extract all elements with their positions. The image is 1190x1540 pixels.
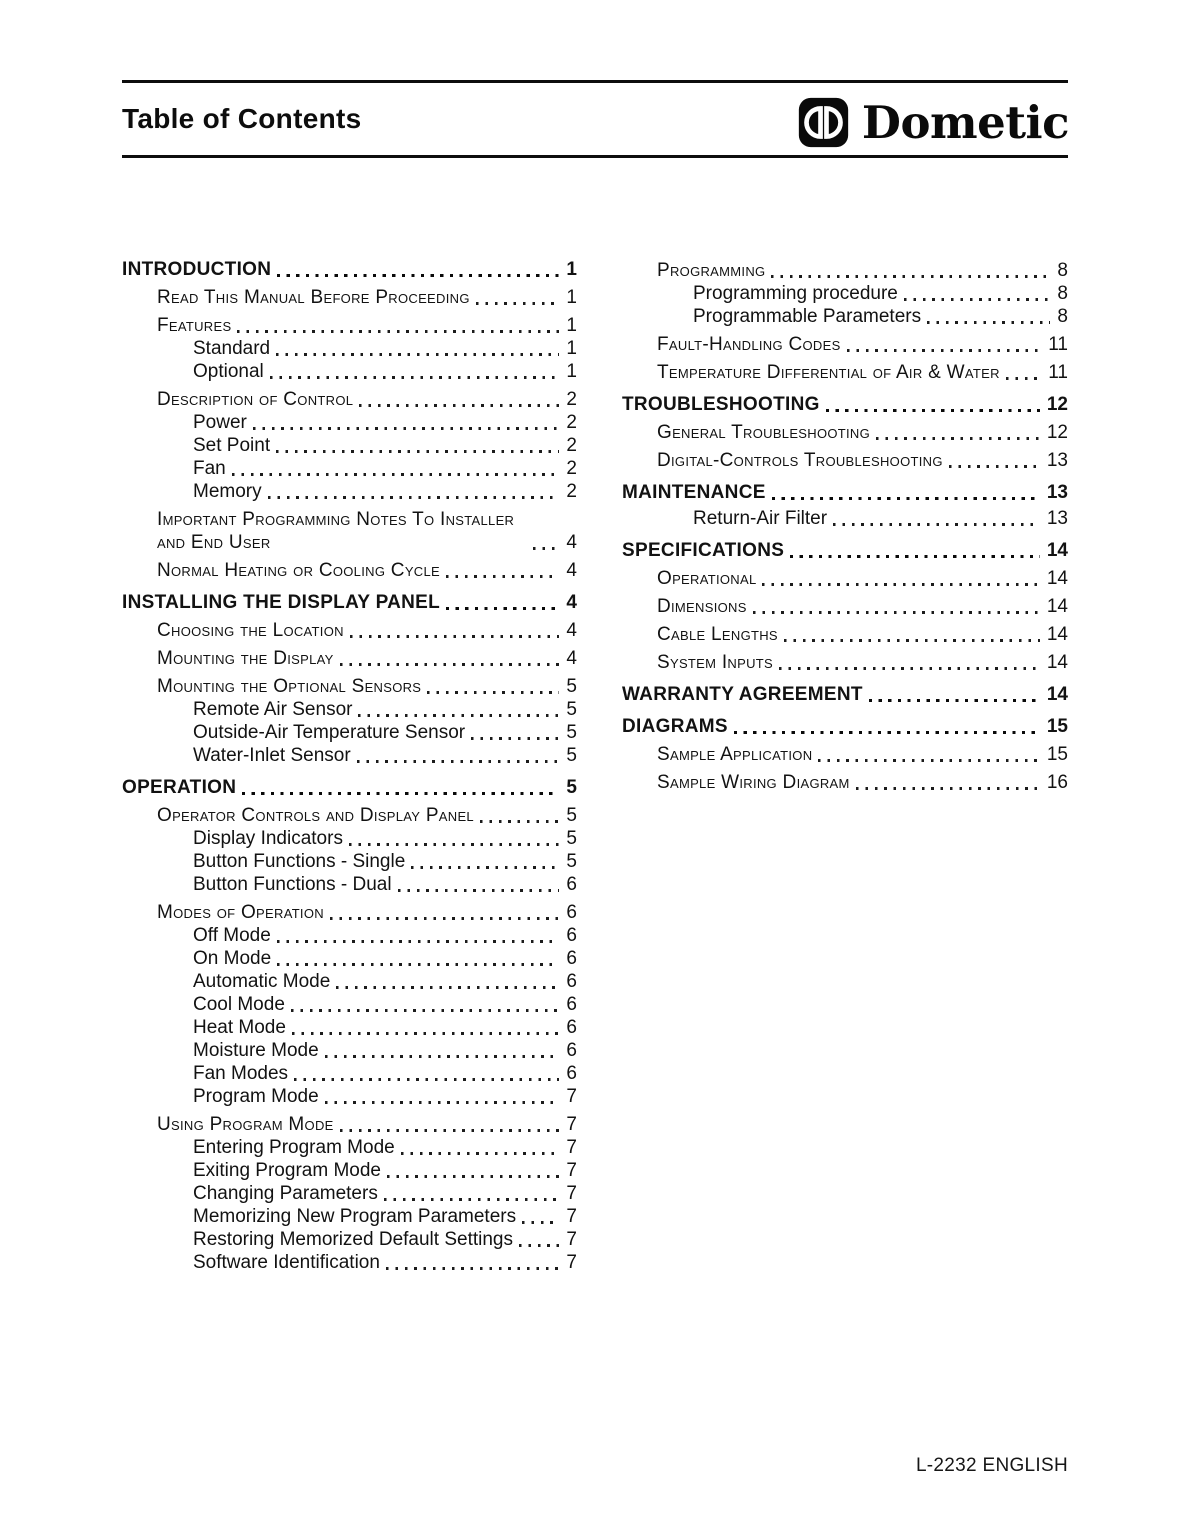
toc-entry-page: 15 xyxy=(1046,744,1068,765)
toc-entry-page: 13 xyxy=(1046,450,1068,471)
toc-dot-leader xyxy=(876,437,1040,440)
toc-entry-label: Temperature Differential of Air & Water xyxy=(657,362,1000,383)
toc-entry xyxy=(122,619,577,642)
toc-entry xyxy=(122,744,577,767)
toc-entry xyxy=(622,623,1068,646)
toc-entry xyxy=(622,507,1068,530)
toc-entry xyxy=(122,434,577,457)
toc-entry xyxy=(122,827,577,850)
toc-dot-leader xyxy=(359,404,559,407)
toc-dot-leader xyxy=(277,963,559,966)
toc-entry xyxy=(622,333,1068,356)
toc-entry xyxy=(622,305,1068,328)
toc-entry xyxy=(622,743,1068,766)
toc-entry-page: 6 xyxy=(566,1063,577,1084)
toc-dot-leader xyxy=(277,274,559,277)
toc-entry-page: 7 xyxy=(566,1114,577,1135)
toc-entry-label: Cool Mode xyxy=(193,994,285,1015)
toc-left-column xyxy=(122,249,577,1274)
toc-entry-page: 4 xyxy=(566,532,577,553)
toc-entry xyxy=(122,901,577,924)
toc-entry xyxy=(122,1136,577,1159)
toc-entry-label: Using Program Mode xyxy=(157,1114,334,1135)
toc-entry xyxy=(122,1205,577,1228)
toc-entry xyxy=(122,1251,577,1274)
toc-entry-page: 6 xyxy=(566,1040,577,1061)
toc-entry xyxy=(622,539,1068,562)
toc-entry xyxy=(122,1039,577,1062)
toc-entry-label: Fan xyxy=(193,458,226,479)
toc-entry-page: 4 xyxy=(566,648,577,669)
toc-entry-page: 6 xyxy=(566,874,577,895)
toc-entry-label: SPECIFICATIONS xyxy=(622,540,785,561)
toc-entry-page: 5 xyxy=(566,851,577,872)
toc-dot-leader xyxy=(294,1078,559,1081)
toc-dot-leader xyxy=(350,635,560,638)
toc-entry-label: Dimensions xyxy=(657,596,747,617)
toc-entry xyxy=(122,698,577,721)
toc-entry xyxy=(122,559,577,582)
toc-entry-label: Button Functions - Dual xyxy=(193,874,392,895)
toc-entry xyxy=(122,776,577,799)
toc-entry-page: 1 xyxy=(566,287,577,308)
toc-entry xyxy=(122,675,577,698)
brand-wordmark: Dometic xyxy=(861,95,1069,149)
toc-entry-page: 7 xyxy=(566,1160,577,1181)
toc-entry xyxy=(122,947,577,970)
toc-dot-leader xyxy=(762,583,1039,586)
toc-entry-label: Exiting Program Mode xyxy=(193,1160,381,1181)
toc-entry-page: 8 xyxy=(1057,260,1068,281)
toc-entry xyxy=(622,393,1068,416)
toc-dot-leader xyxy=(291,1009,560,1012)
toc-entry-label: Memory xyxy=(193,481,262,502)
toc-entry-page: 5 xyxy=(566,777,577,798)
toc-dot-leader xyxy=(847,349,1042,352)
toc-entry-page: 2 xyxy=(566,435,577,456)
toc-entry-page: 7 xyxy=(566,1183,577,1204)
toc-entry-page: 4 xyxy=(566,620,577,641)
toc-entry-page: 1 xyxy=(566,361,577,382)
toc-dot-leader xyxy=(276,450,559,453)
toc-dot-leader xyxy=(237,330,559,333)
toc-entry xyxy=(122,337,577,360)
toc-dot-leader xyxy=(772,497,1040,500)
toc-dot-leader xyxy=(242,792,559,795)
toc-entry-label: Outside-Air Temperature Sensor xyxy=(193,722,466,743)
toc-entry xyxy=(122,1085,577,1108)
toc-entry-page: 5 xyxy=(566,699,577,720)
toc-entry-label: Water-Inlet Sensor xyxy=(193,745,351,766)
toc-dot-leader xyxy=(386,1267,559,1270)
toc-entry-page: 2 xyxy=(566,389,577,410)
toc-dot-leader xyxy=(330,917,559,920)
toc-entry-label: Modes of Operation xyxy=(157,902,324,923)
toc-entry xyxy=(622,259,1068,282)
toc-dot-leader xyxy=(471,737,559,740)
toc-entry-page: 11 xyxy=(1048,362,1068,383)
toc-entry-page: 6 xyxy=(566,1017,577,1038)
toc-entry-page: 14 xyxy=(1046,568,1068,589)
toc-entry-page: 7 xyxy=(566,1206,577,1227)
header-rule-bottom xyxy=(122,155,1068,158)
toc-dot-leader xyxy=(949,465,1040,468)
toc-dot-leader xyxy=(771,275,1050,278)
toc-entry-label: Mounting the Display xyxy=(157,648,334,669)
toc-entry-label: Automatic Mode xyxy=(193,971,331,992)
toc-dot-leader xyxy=(833,523,1040,526)
toc-entry-page: 7 xyxy=(566,1229,577,1250)
toc-entry-page: 6 xyxy=(566,971,577,992)
toc-entry-label: Software Identification xyxy=(193,1252,380,1273)
toc-entry xyxy=(622,481,1068,504)
toc-entry-label: Remote Air Sensor xyxy=(193,699,353,720)
toc-dot-leader xyxy=(480,820,559,823)
toc-entry xyxy=(122,1228,577,1251)
toc-entry-label: Description of Control xyxy=(157,389,354,410)
toc-dot-leader xyxy=(232,473,560,476)
toc-entry xyxy=(622,651,1068,674)
toc-entry xyxy=(122,1159,577,1182)
toc-entry-page: 4 xyxy=(566,560,577,581)
toc-entry-label: Program Mode xyxy=(193,1086,319,1107)
toc-entry-page: 6 xyxy=(566,994,577,1015)
toc-entry xyxy=(122,411,577,434)
toc-entry-page: 5 xyxy=(566,828,577,849)
toc-entry xyxy=(122,286,577,309)
toc-entry-page: 16 xyxy=(1046,772,1068,793)
toc-dot-leader xyxy=(790,555,1040,558)
toc-entry-label: TROUBLESHOOTING xyxy=(622,394,820,415)
toc-entry-page: 5 xyxy=(566,745,577,766)
toc-entry-label: INSTALLING THE DISPLAY PANEL xyxy=(122,592,441,613)
toc-entry-label: Cable Lengths xyxy=(657,624,778,645)
toc-entry-page: 7 xyxy=(566,1252,577,1273)
toc-dot-leader xyxy=(519,1244,559,1247)
toc-entry xyxy=(122,1062,577,1085)
toc-dot-leader xyxy=(398,889,560,892)
toc-entry-label: Return-Air Filter xyxy=(693,508,828,529)
toc-dot-leader xyxy=(292,1032,559,1035)
toc-dot-leader xyxy=(340,1129,560,1132)
toc-entry-label: Memorizing New Program Parameters xyxy=(193,1206,517,1227)
toc-entry-label: Restoring Memorized Default Settings xyxy=(193,1229,513,1250)
toc-dot-leader xyxy=(253,427,560,430)
toc-entry-label: General Troubleshooting xyxy=(657,422,871,443)
toc-entry-page: 14 xyxy=(1046,652,1068,673)
toc-entry-page: 6 xyxy=(566,902,577,923)
toc-entry xyxy=(622,715,1068,738)
toc-entry-page: 1 xyxy=(566,315,577,336)
toc-dot-leader xyxy=(411,866,559,869)
toc-entry-label: DIAGRAMS xyxy=(622,716,728,737)
toc-entry xyxy=(622,361,1068,384)
table-of-contents xyxy=(122,249,1068,1274)
toc-entry-label: Display Indicators xyxy=(193,828,343,849)
toc-dot-leader xyxy=(387,1175,559,1178)
toc-entry-label: Read This Manual Before Proceeding xyxy=(157,287,470,308)
toc-dot-leader xyxy=(476,302,560,305)
toc-entry-label: Fault-Handling Codes xyxy=(657,334,841,355)
document-code: L-2232 ENGLISH xyxy=(915,1455,1068,1476)
brand-logo xyxy=(798,97,1069,148)
toc-entry-page: 14 xyxy=(1046,540,1068,561)
toc-entry-page: 8 xyxy=(1057,283,1068,304)
toc-dot-leader xyxy=(927,321,1050,324)
toc-dot-leader xyxy=(784,639,1040,642)
toc-dot-leader xyxy=(856,787,1040,790)
toc-dot-leader xyxy=(268,496,560,499)
toc-entry-label: Mounting the Optional Sensors xyxy=(157,676,422,697)
page-title: Table of Contents xyxy=(122,103,362,134)
toc-entry-label: Programmable Parameters xyxy=(693,306,922,327)
toc-entry-page: 14 xyxy=(1046,684,1068,705)
toc-entry xyxy=(122,258,577,281)
toc-entry-label: Important Programming Notes To Installer and End User xyxy=(157,509,515,553)
toc-entry xyxy=(622,595,1068,618)
toc-entry-label: On Mode xyxy=(193,948,272,969)
toc-entry-label: Moisture Mode xyxy=(193,1040,319,1061)
toc-dot-leader xyxy=(818,759,1039,762)
toc-dot-leader xyxy=(779,667,1040,670)
toc-entry-label: OPERATION xyxy=(122,777,237,798)
toc-entry-page: 1 xyxy=(566,338,577,359)
toc-dot-leader xyxy=(384,1198,560,1201)
toc-entry-label: Power xyxy=(193,412,247,433)
toc-entry xyxy=(122,647,577,670)
toc-entry-label: Operator Controls and Display Panel xyxy=(157,805,474,826)
toc-entry-page: 11 xyxy=(1048,334,1068,355)
toc-entry-label: Digital-Controls Troubleshooting xyxy=(657,450,943,471)
toc-dot-leader xyxy=(904,298,1051,301)
toc-entry-page: 6 xyxy=(566,925,577,946)
toc-dot-leader xyxy=(427,691,559,694)
toc-entry xyxy=(122,970,577,993)
toc-entry-page: 14 xyxy=(1046,596,1068,617)
toc-right-column xyxy=(622,249,1068,1274)
toc-entry-label: Sample Wiring Diagram xyxy=(657,772,850,793)
toc-entry-label: INTRODUCTION xyxy=(122,259,272,280)
toc-dot-leader xyxy=(869,699,1040,702)
toc-dot-leader xyxy=(325,1101,560,1104)
toc-entry-page: 7 xyxy=(566,1086,577,1107)
toc-entry-page: 12 xyxy=(1046,422,1068,443)
toc-entry-page: 7 xyxy=(566,1137,577,1158)
toc-dot-leader xyxy=(270,376,560,379)
toc-entry xyxy=(122,924,577,947)
toc-entry xyxy=(122,1182,577,1205)
toc-entry-label: Heat Mode xyxy=(193,1017,286,1038)
toc-dot-leader xyxy=(276,353,559,356)
toc-dot-leader xyxy=(340,663,560,666)
toc-entry xyxy=(122,993,577,1016)
toc-dot-leader xyxy=(826,409,1040,412)
toc-entry-page: 13 xyxy=(1046,482,1068,503)
toc-entry xyxy=(122,804,577,827)
toc-entry-page: 5 xyxy=(566,676,577,697)
toc-dot-leader xyxy=(1006,377,1041,380)
toc-entry-page: 2 xyxy=(566,412,577,433)
toc-entry-label: Operational xyxy=(657,568,757,589)
toc-entry-page: 1 xyxy=(566,259,577,280)
toc-entry xyxy=(122,1113,577,1136)
toc-dot-leader xyxy=(358,714,559,717)
toc-entry-label: Standard xyxy=(193,338,271,359)
toc-entry xyxy=(622,421,1068,444)
toc-dot-leader xyxy=(325,1055,560,1058)
toc-dot-leader xyxy=(734,731,1040,734)
toc-entry-label: Set Point xyxy=(193,435,271,456)
toc-dot-leader xyxy=(277,940,560,943)
toc-entry xyxy=(122,388,577,411)
toc-entry-page: 15 xyxy=(1046,716,1068,737)
header-rule-top xyxy=(122,80,1068,83)
toc-entry-label: Off Mode xyxy=(193,925,271,946)
toc-entry-page: 13 xyxy=(1046,508,1068,529)
toc-entry xyxy=(122,873,577,896)
toc-dot-leader xyxy=(336,986,559,989)
toc-entry xyxy=(122,721,577,744)
dometic-logo-icon xyxy=(798,97,849,148)
toc-dot-leader xyxy=(753,611,1040,614)
toc-entry-page: 2 xyxy=(566,481,577,502)
toc-entry-page: 4 xyxy=(566,592,577,613)
toc-entry-label: System Inputs xyxy=(657,652,773,673)
toc-entry xyxy=(622,282,1068,305)
toc-entry-label: Choosing the Location xyxy=(157,620,344,641)
toc-entry xyxy=(122,508,577,554)
toc-dot-leader xyxy=(357,760,560,763)
toc-entry xyxy=(122,457,577,480)
toc-entry-label: MAINTENANCE xyxy=(622,482,766,503)
toc-entry-label: WARRANTY AGREEMENT xyxy=(622,684,863,705)
toc-dot-leader xyxy=(401,1152,560,1155)
toc-entry xyxy=(122,591,577,614)
toc-entry xyxy=(622,449,1068,472)
toc-dot-leader xyxy=(533,547,559,550)
toc-entry-label: Fan Modes xyxy=(193,1063,289,1084)
toc-entry xyxy=(122,480,577,503)
toc-entry xyxy=(622,567,1068,590)
toc-entry-page: 6 xyxy=(566,948,577,969)
toc-entry xyxy=(122,850,577,873)
toc-entry-page: 5 xyxy=(566,722,577,743)
toc-entry-page: 8 xyxy=(1057,306,1068,327)
toc-entry-label: Programming xyxy=(657,260,766,281)
toc-entry-page: 5 xyxy=(566,805,577,826)
toc-entry-label: Normal Heating or Cooling Cycle xyxy=(157,560,440,581)
toc-entry-page: 14 xyxy=(1046,624,1068,645)
toc-dot-leader xyxy=(522,1221,559,1224)
toc-entry-page: 2 xyxy=(566,458,577,479)
toc-entry xyxy=(622,683,1068,706)
toc-entry-label: Features xyxy=(157,315,232,336)
toc-dot-leader xyxy=(349,843,559,846)
toc-entry-label: Changing Parameters xyxy=(193,1183,378,1204)
toc-entry-label: Programming procedure xyxy=(693,283,898,304)
toc-entry xyxy=(122,1016,577,1039)
toc-entry-label: Optional xyxy=(193,361,264,382)
toc-dot-leader xyxy=(446,607,559,610)
toc-dot-leader xyxy=(446,575,559,578)
toc-entry xyxy=(622,771,1068,794)
toc-entry xyxy=(122,360,577,383)
toc-entry-label: Button Functions - Single xyxy=(193,851,406,872)
toc-entry xyxy=(122,314,577,337)
toc-entry-label: Sample Application xyxy=(657,744,813,765)
toc-entry-page: 12 xyxy=(1046,394,1068,415)
toc-entry-label: Entering Program Mode xyxy=(193,1137,395,1158)
